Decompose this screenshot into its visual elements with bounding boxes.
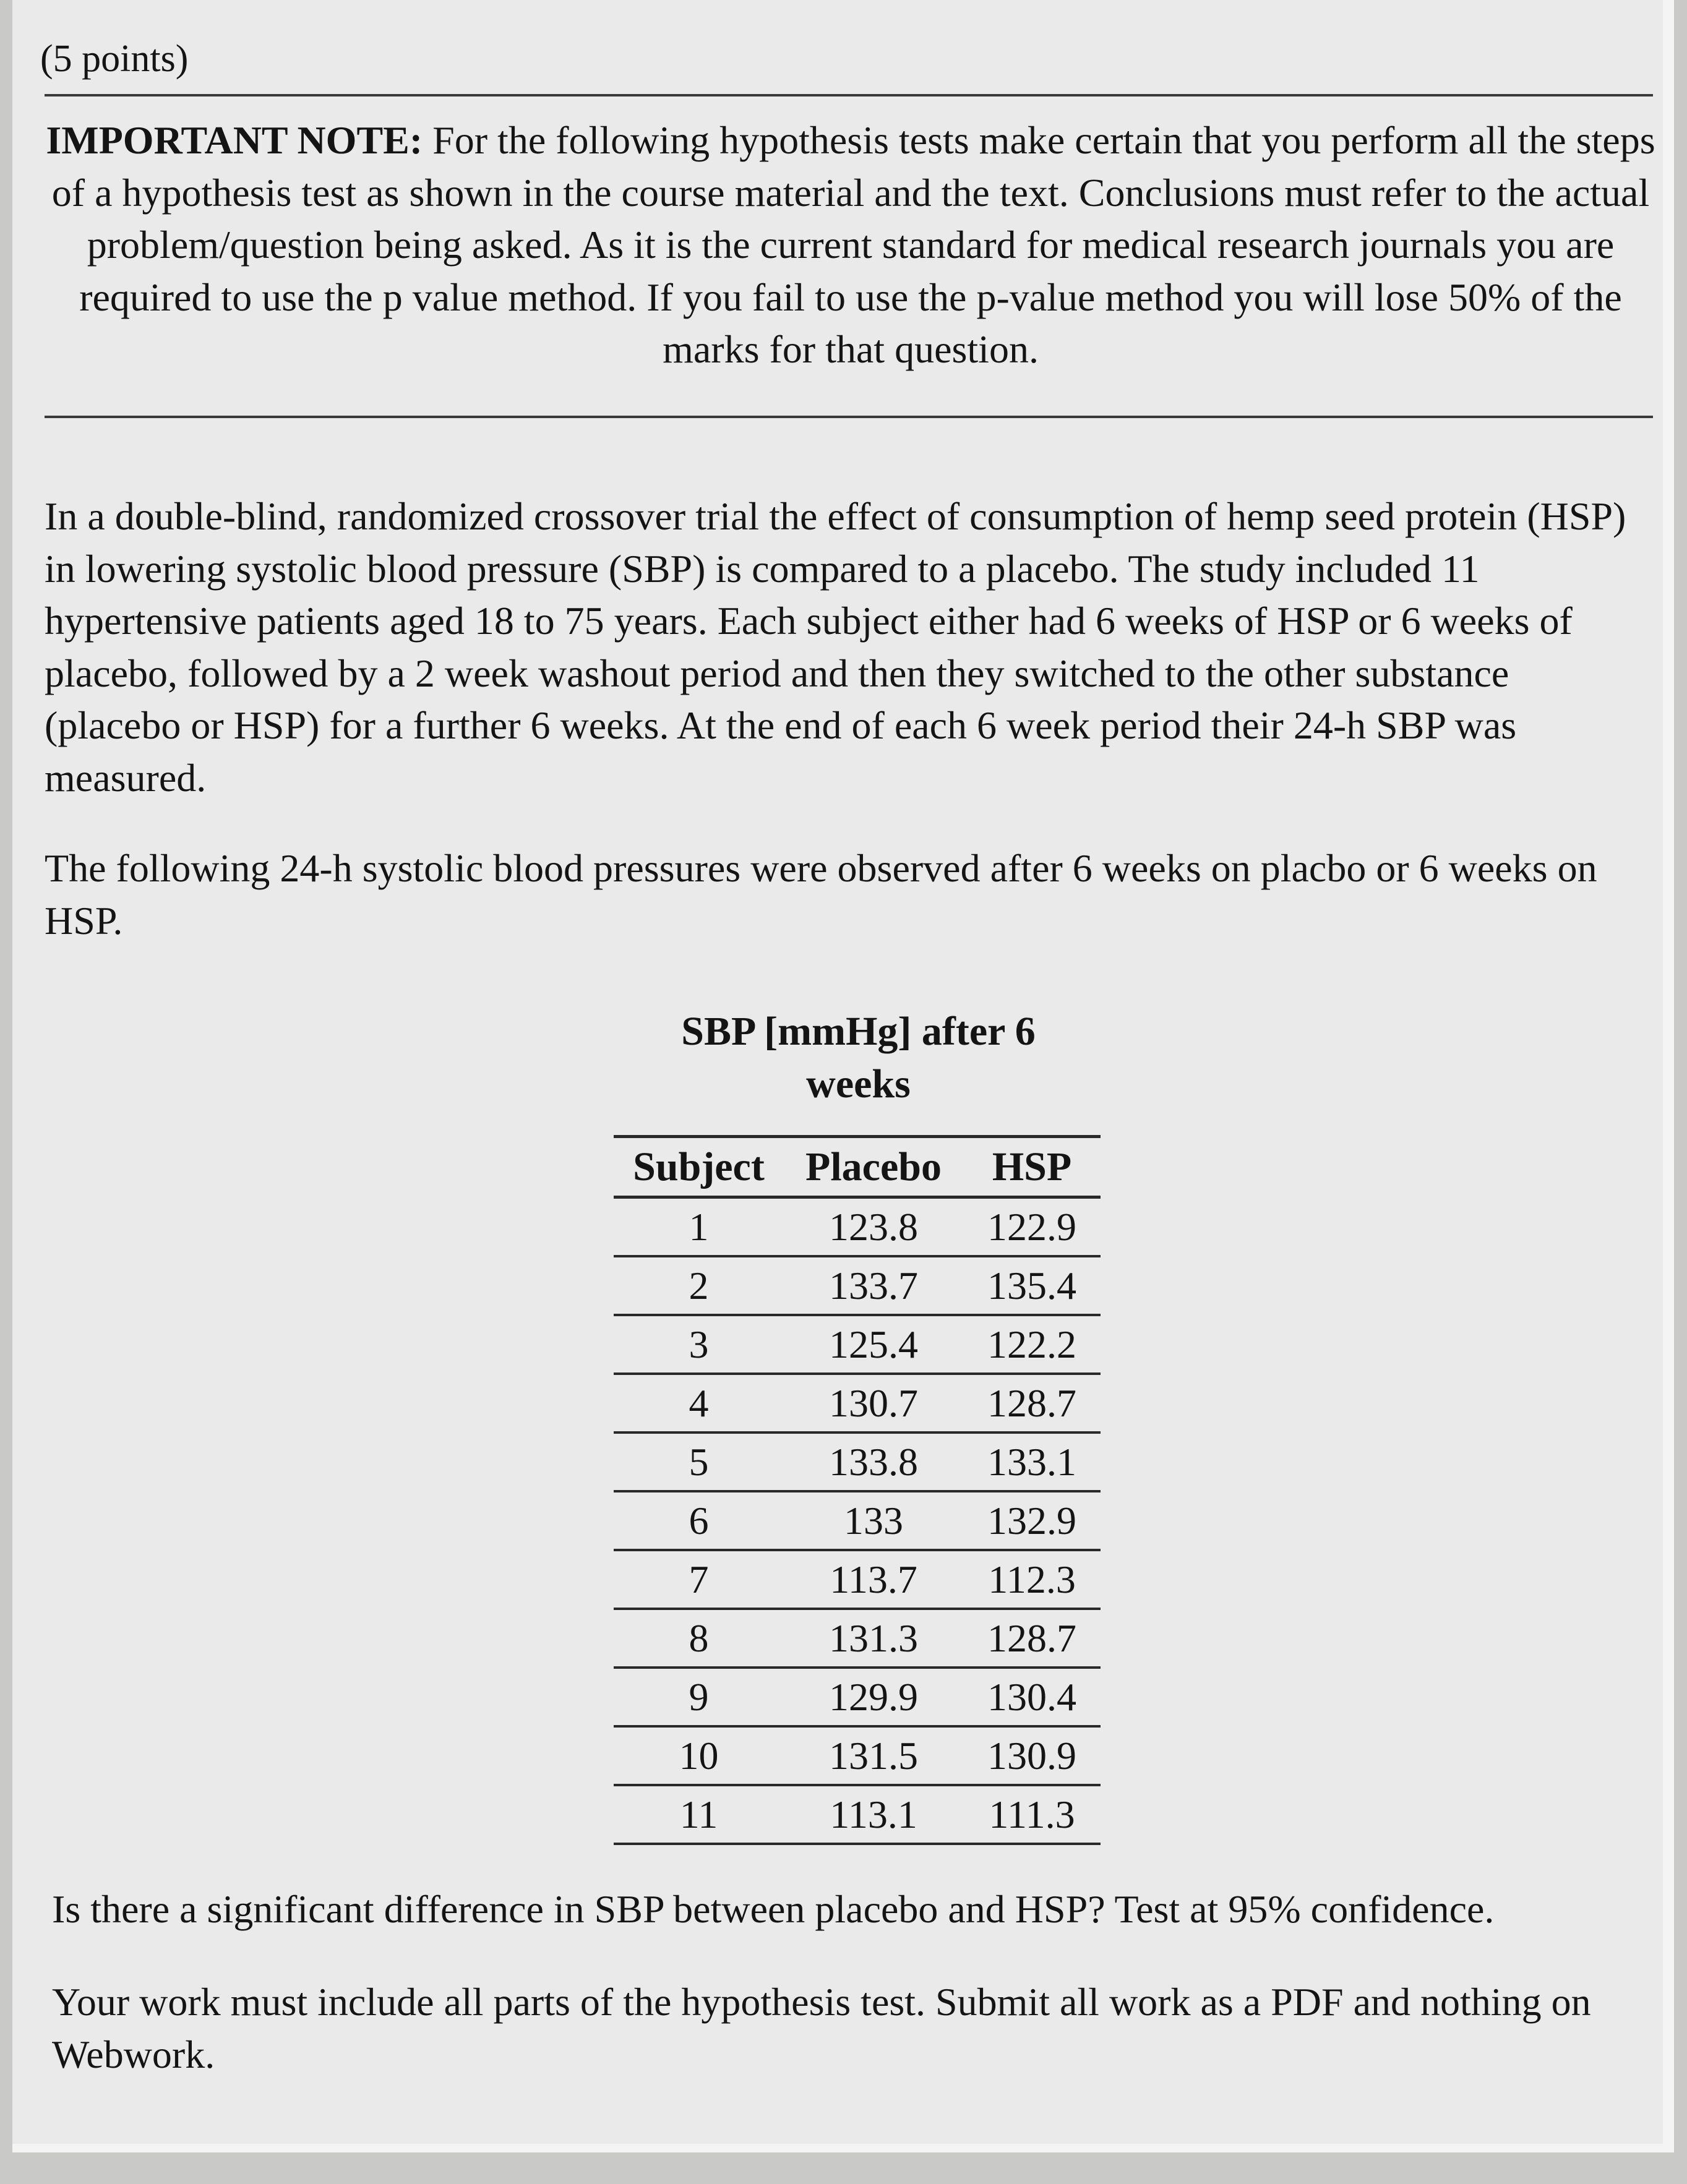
table-row [614, 1786, 1101, 1845]
table-title-line2: weeks [806, 1061, 911, 1107]
intro-paragraph: In a double-blind, randomized crossover trial the effect of consumption of hemp seed protein (HSP) in lowering systolic blood pressure (SBP) is compared to a placebo. The study included 11 hypertensive patients aged 18 to 75 years. Each subject either had 6 weeks of HSP or 6 weeks of placebo, followed by a 2 week washout period and then they switched to the other substance (placebo or HSP) for a further 6 weeks. At the end of each 6 week period their 24-h SBP was measured. [45, 494, 1626, 800]
note-text: For the following hypothesis tests make certain that you perform all the steps of a hypothesis test as shown in the course material and the text. Conclusions must refer to the actual problem/question being asked. As it is the current standard for medical research journals you are required to use the p value method. If you fail to use the p-value method you will lose 50% of the marks for that question. [51, 118, 1655, 371]
hsp-cell: 122.9 [987, 1204, 1076, 1249]
submit-paragraph: Your work must include all parts of the hypothesis test. Submit all work as a PDF and nothing on Webwork. [52, 1980, 1591, 2076]
placebo-cell: 133 [844, 1498, 903, 1543]
subject-cell: 9 [689, 1674, 709, 1719]
question-paragraph: Is there a significant difference in SBP between placebo and HSP? Test at 95% confidence. [52, 1887, 1495, 1931]
subject-cell: 4 [689, 1381, 709, 1425]
subject-cell: 2 [689, 1263, 709, 1308]
table-row [614, 1669, 1101, 1728]
placebo-cell: 123.8 [829, 1204, 918, 1249]
subject-cell: 5 [689, 1439, 709, 1484]
placebo-cell: 133.7 [829, 1263, 918, 1308]
subject-cell: 3 [689, 1322, 709, 1366]
subject-cell: 10 [679, 1733, 719, 1778]
points-label: (5 points) [40, 38, 189, 80]
note-label: IMPORTANT NOTE: [46, 118, 423, 162]
table-row [614, 1375, 1101, 1434]
table-row [614, 1728, 1101, 1786]
placebo-cell: 131.5 [829, 1733, 918, 1778]
hsp-cell: 128.7 [987, 1381, 1076, 1425]
table-row [614, 1257, 1101, 1316]
table-title-line1: SBP [mmHg] after 6 [681, 1009, 1036, 1054]
hsp-cell: 132.9 [987, 1498, 1076, 1543]
hsp-cell: 112.3 [988, 1557, 1076, 1601]
hsp-cell: 122.2 [987, 1322, 1076, 1366]
hsp-cell: 111.3 [989, 1792, 1075, 1836]
placebo-cell: 131.3 [829, 1616, 918, 1660]
placebo-cell: 130.7 [829, 1381, 918, 1425]
table-header [614, 1135, 1101, 1199]
important-note [43, 114, 1658, 376]
subject-cell: 6 [689, 1498, 709, 1543]
subject-cell: 1 [689, 1204, 709, 1249]
header-subject: Subject [633, 1144, 765, 1189]
subject-cell: 8 [689, 1616, 709, 1660]
table-title [631, 1005, 1086, 1110]
table-row [614, 1610, 1101, 1669]
question-card [12, 0, 1674, 2152]
table-row [614, 1551, 1101, 1610]
header-placebo: Placebo [805, 1144, 942, 1189]
placebo-cell: 133.8 [829, 1439, 918, 1484]
placebo-cell: 113.7 [830, 1557, 917, 1601]
header-hsp: HSP [992, 1144, 1072, 1189]
placebo-cell: 129.9 [829, 1674, 918, 1719]
hsp-cell: 133.1 [987, 1439, 1076, 1484]
placebo-cell: 113.1 [830, 1792, 917, 1836]
hsp-cell: 130.9 [987, 1733, 1076, 1778]
table-row [614, 1492, 1101, 1551]
subject-cell: 7 [689, 1557, 709, 1601]
table-row [614, 1434, 1101, 1492]
hsp-cell: 128.7 [987, 1616, 1076, 1660]
hsp-cell: 135.4 [987, 1263, 1076, 1308]
placebo-cell: 125.4 [829, 1322, 918, 1366]
subject-cell: 11 [679, 1792, 718, 1836]
table-row [614, 1199, 1101, 1257]
bottom-divider [45, 416, 1653, 418]
top-divider [45, 94, 1653, 96]
table-row [614, 1316, 1101, 1375]
observed-paragraph: The following 24-h systolic blood pressures were observed after 6 weeks on placbo or 6 weeks on HSP. [45, 846, 1597, 943]
hsp-cell: 130.4 [987, 1674, 1076, 1719]
sbp-table [614, 1135, 1101, 1845]
